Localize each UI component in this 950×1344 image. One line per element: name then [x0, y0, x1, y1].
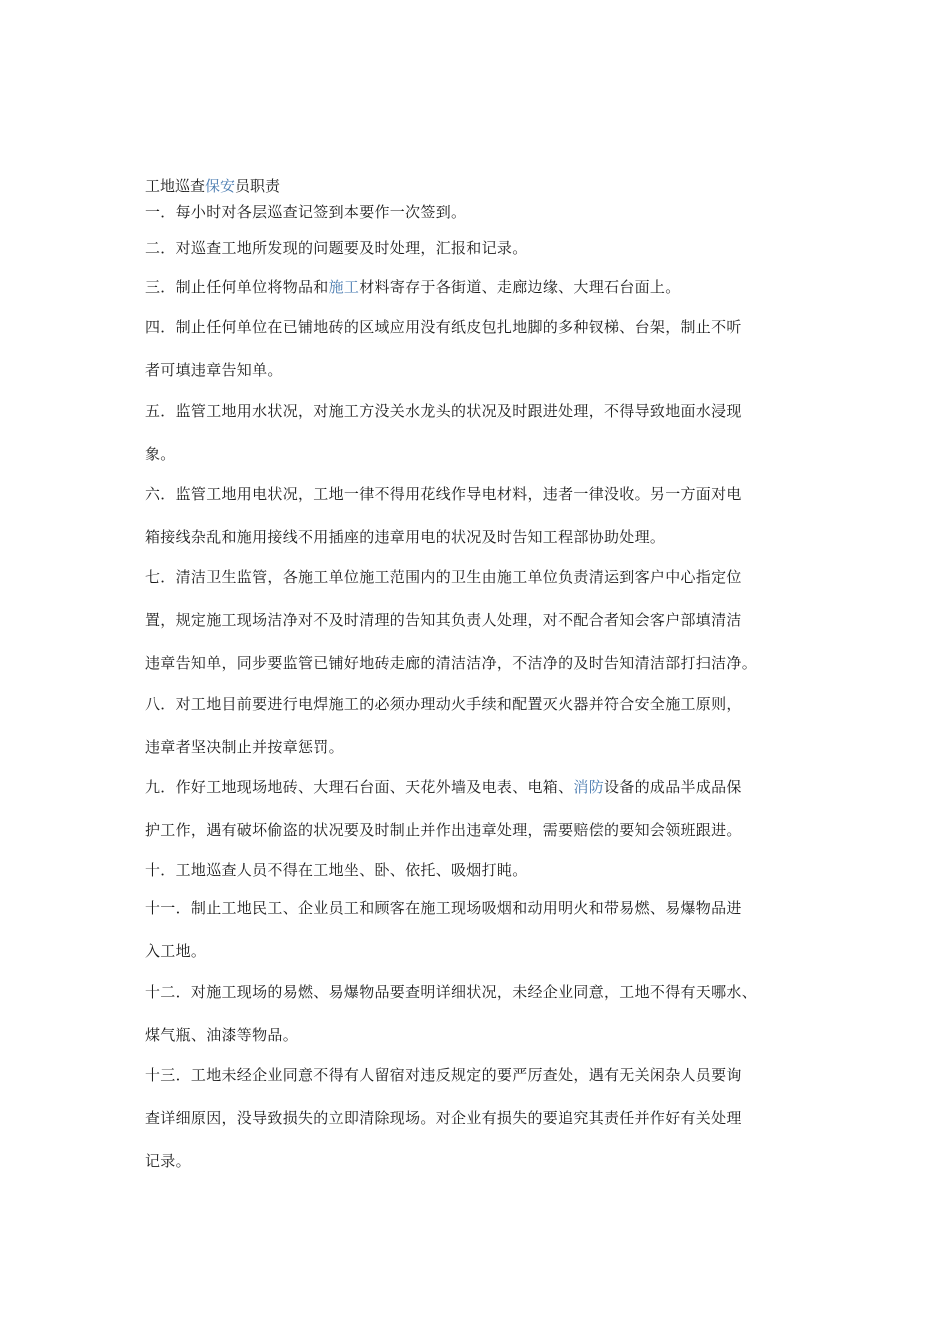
item-line: 十三．工地未经企业同意不得有人留宿对违反规定的要严厉查处，遇有无关闲杂人员要询 — [145, 1066, 742, 1084]
item-line: 一．每小时对各层巡查记签到本要作一次签到。 — [145, 203, 467, 221]
item-line: 置，规定施工现场洁净对不及时清理的告知其负责人处理，对不配合者知会客户部填清洁 — [145, 611, 742, 629]
item-line: 煤气瓶、油漆等物品。 — [145, 1026, 299, 1044]
document-page — [145, 173, 815, 1170]
link-fire-protection[interactable]: 消防 — [573, 778, 605, 796]
duty-item-3 — [145, 276, 815, 298]
item-line: 十二．对施工现场的易燃、易爆物品要查明详细状况，未经企业同意，工地不得有天哪水、 — [145, 983, 758, 1001]
item-text-end: 材料寄存于各街道、走廊边缘、大理石台面上。 — [359, 278, 681, 296]
item-line: 八．对工地目前要进行电焊施工的必须办理动火手续和配置灭火器并符合安全施工原则， — [145, 695, 742, 713]
item-line: 记录。 — [145, 1152, 191, 1170]
duty-item-1 — [145, 201, 815, 223]
title-text-start: 工地巡查 — [145, 177, 206, 195]
document-title — [145, 173, 815, 199]
item-line — [145, 776, 815, 798]
duty-item-2 — [145, 237, 815, 259]
duty-item-13 — [145, 1064, 815, 1172]
item-line: 二．对巡查工地所发现的问题要及时处理，汇报和记录。 — [145, 239, 528, 257]
item-line: 十一．制止工地民工、企业员工和顾客在施工现场吸烟和动用明火和带易燃、易爆物品进 — [145, 899, 742, 917]
item-line: 者可填违章告知单。 — [145, 361, 283, 379]
item-line: 七．清洁卫生监管，各施工单位施工范围内的卫生由施工单位负责清运到客户中心指定位 — [145, 568, 742, 586]
duty-item-5 — [145, 400, 815, 465]
item-line: 象。 — [145, 445, 176, 463]
item-line: 六．监管工地用电状况，工地一律不得用花线作导电材料，违者一律没收。另一方面对电 — [145, 485, 742, 503]
item-line: 违章告知单，同步要监管已铺好地砖走廊的清洁洁净，不洁净的及时告知清洁部打扫洁净。 — [145, 654, 758, 672]
title-link-security-guard[interactable]: 保安 — [205, 177, 236, 195]
item-line: 十．工地巡查人员不得在工地坐、卧、依托、吸烟打盹。 — [145, 861, 528, 879]
item-line: 查详细原因，没导致损失的立即清除现场。对企业有损失的要追究其责任并作好有关处理 — [145, 1109, 742, 1127]
duty-item-12 — [145, 981, 815, 1046]
duty-item-9 — [145, 776, 815, 841]
duty-item-11 — [145, 897, 815, 962]
link-construction[interactable]: 施工 — [328, 278, 360, 296]
duty-item-4 — [145, 316, 815, 381]
item-line — [145, 276, 815, 298]
item-text-start: 九．作好工地现场地砖、大理石台面、天花外墙及电表、电箱、 — [145, 778, 574, 796]
item-line: 入工地。 — [145, 942, 207, 960]
item-line: 护工作，遇有破坏偷盗的状况要及时制止并作出违章处理，需要赔偿的要知会领班跟进。 — [145, 821, 742, 839]
item-line: 四．制止任何单位在已铺地砖的区域应用没有纸皮包扎地脚的多种钗梯、台架，制止不听 — [145, 318, 742, 336]
duty-item-10 — [145, 859, 815, 881]
title-text-end: 员职责 — [235, 177, 281, 195]
item-text-end: 设备的成品半成品保 — [604, 778, 742, 796]
duty-item-8 — [145, 693, 815, 758]
duty-item-7 — [145, 566, 815, 674]
duty-item-6 — [145, 483, 815, 548]
item-line: 五．监管工地用水状况，对施工方没关水龙头的状况及时跟进处理，不得导致地面水浸现 — [145, 402, 742, 420]
item-text-start: 三．制止任何单位将物品和 — [145, 278, 329, 296]
item-line: 违章者坚决制止并按章惩罚。 — [145, 738, 344, 756]
item-line: 箱接线杂乱和施用接线不用插座的违章用电的状况及时告知工程部协助处理。 — [145, 528, 666, 546]
